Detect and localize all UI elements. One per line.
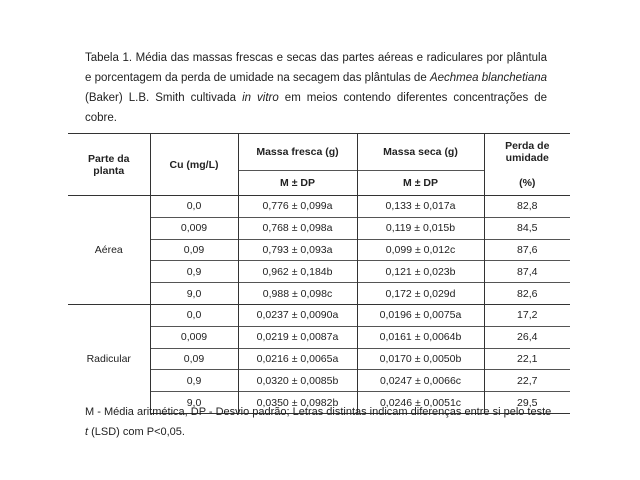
cell-cu: 0,9 (150, 261, 238, 283)
cell-cu: 0,09 (150, 348, 238, 370)
cell-cu: 0,0 (150, 196, 238, 218)
group-name: Aérea (68, 196, 150, 305)
cell-fresca: 0,988 ± 0,098c (238, 283, 357, 305)
table-row (68, 196, 570, 218)
footnote-line2: (LSD) com P<0,05. (88, 426, 185, 438)
cell-seca: 0,099 ± 0,012c (357, 239, 484, 261)
header-parte: Parte da planta (88, 152, 130, 177)
header-cu: Cu (mg/L) (169, 158, 219, 171)
cell-seca: 0,172 ± 0,029d (357, 283, 484, 305)
cell-cu: 0,009 (150, 217, 238, 239)
cell-fresca: 0,0350 ± 0,0982b (238, 392, 357, 414)
header-fresca-sub: M ± DP (238, 171, 357, 196)
cell-cu: 0,0 (150, 304, 238, 326)
cell-seca: 0,0161 ± 0,0064b (357, 326, 484, 348)
cell-perda: 29,5 (484, 392, 570, 414)
cell-perda: 82,6 (484, 283, 570, 305)
cell-perda: 22,1 (484, 348, 570, 370)
cell-seca: 0,0170 ± 0,0050b (357, 348, 484, 370)
cell-seca: 0,133 ± 0,017a (357, 196, 484, 218)
cell-cu: 9,0 (150, 392, 238, 414)
footnote-line1: M - Média aritmética, DP - Desvio padrão; Letras distintas indicam diferenças entre si pelo teste (85, 406, 552, 418)
table-footnote (85, 402, 555, 442)
cell-perda: 87,6 (484, 239, 570, 261)
cell-fresca: 0,793 ± 0,093a (238, 239, 357, 261)
cell-cu: 0,9 (150, 370, 238, 392)
cell-seca: 0,0247 ± 0,0066c (357, 370, 484, 392)
cell-fresca: 0,0219 ± 0,0087a (238, 326, 357, 348)
caption-suffix: em meios contendo diferentes concentrações de cobre. (85, 92, 548, 124)
cell-perda: 22,7 (484, 370, 570, 392)
cell-perda: 84,5 (484, 217, 570, 239)
group-aerea (68, 196, 570, 305)
caption-middle: (Baker) L.B. Smith cultivada (85, 92, 243, 104)
cell-fresca: 0,0237 ± 0,0090a (238, 304, 357, 326)
group-radicular (68, 304, 570, 413)
cell-seca: 0,0246 ± 0,0051c (357, 392, 484, 414)
header-perda: Perda de umidade (505, 140, 550, 165)
cell-fresca: 0,0320 ± 0,0085b (238, 370, 357, 392)
cell-perda: 82,8 (484, 196, 570, 218)
cell-perda: 17,2 (484, 304, 570, 326)
header-seca: Massa seca (g) (357, 134, 484, 171)
cell-cu: 9,0 (150, 283, 238, 305)
header-fresca: Massa fresca (g) (238, 134, 357, 171)
cell-fresca: 0,0216 ± 0,0065a (238, 348, 357, 370)
footnote-t: t (85, 426, 89, 438)
cell-fresca: 0,962 ± 0,184b (238, 261, 357, 283)
cell-seca: 0,0196 ± 0,0075a (357, 304, 484, 326)
table-caption (85, 48, 547, 128)
caption-species: Aechmea blanchetiana (429, 72, 548, 84)
header-seca-sub: M ± DP (357, 171, 484, 196)
cell-seca: 0,119 ± 0,015b (357, 217, 484, 239)
cell-cu: 0,09 (150, 239, 238, 261)
cell-perda: 26,4 (484, 326, 570, 348)
caption-invitro: in vitro (242, 92, 279, 104)
data-table (68, 133, 570, 414)
cell-cu: 0,009 (150, 326, 238, 348)
caption-prefix: Tabela 1. Média das massas frescas e secas das partes aéreas e radiculares por plântula e porcentagem da perda de umidade na secagem das plântulas de (85, 52, 547, 84)
cell-perda: 87,4 (484, 261, 570, 283)
cell-fresca: 0,768 ± 0,098a (238, 217, 357, 239)
table-row (68, 304, 570, 326)
cell-seca: 0,121 ± 0,023b (357, 261, 484, 283)
group-name: Radicular (68, 304, 150, 413)
cell-fresca: 0,776 ± 0,099a (238, 196, 357, 218)
header-perda-sub: (%) (484, 171, 570, 196)
